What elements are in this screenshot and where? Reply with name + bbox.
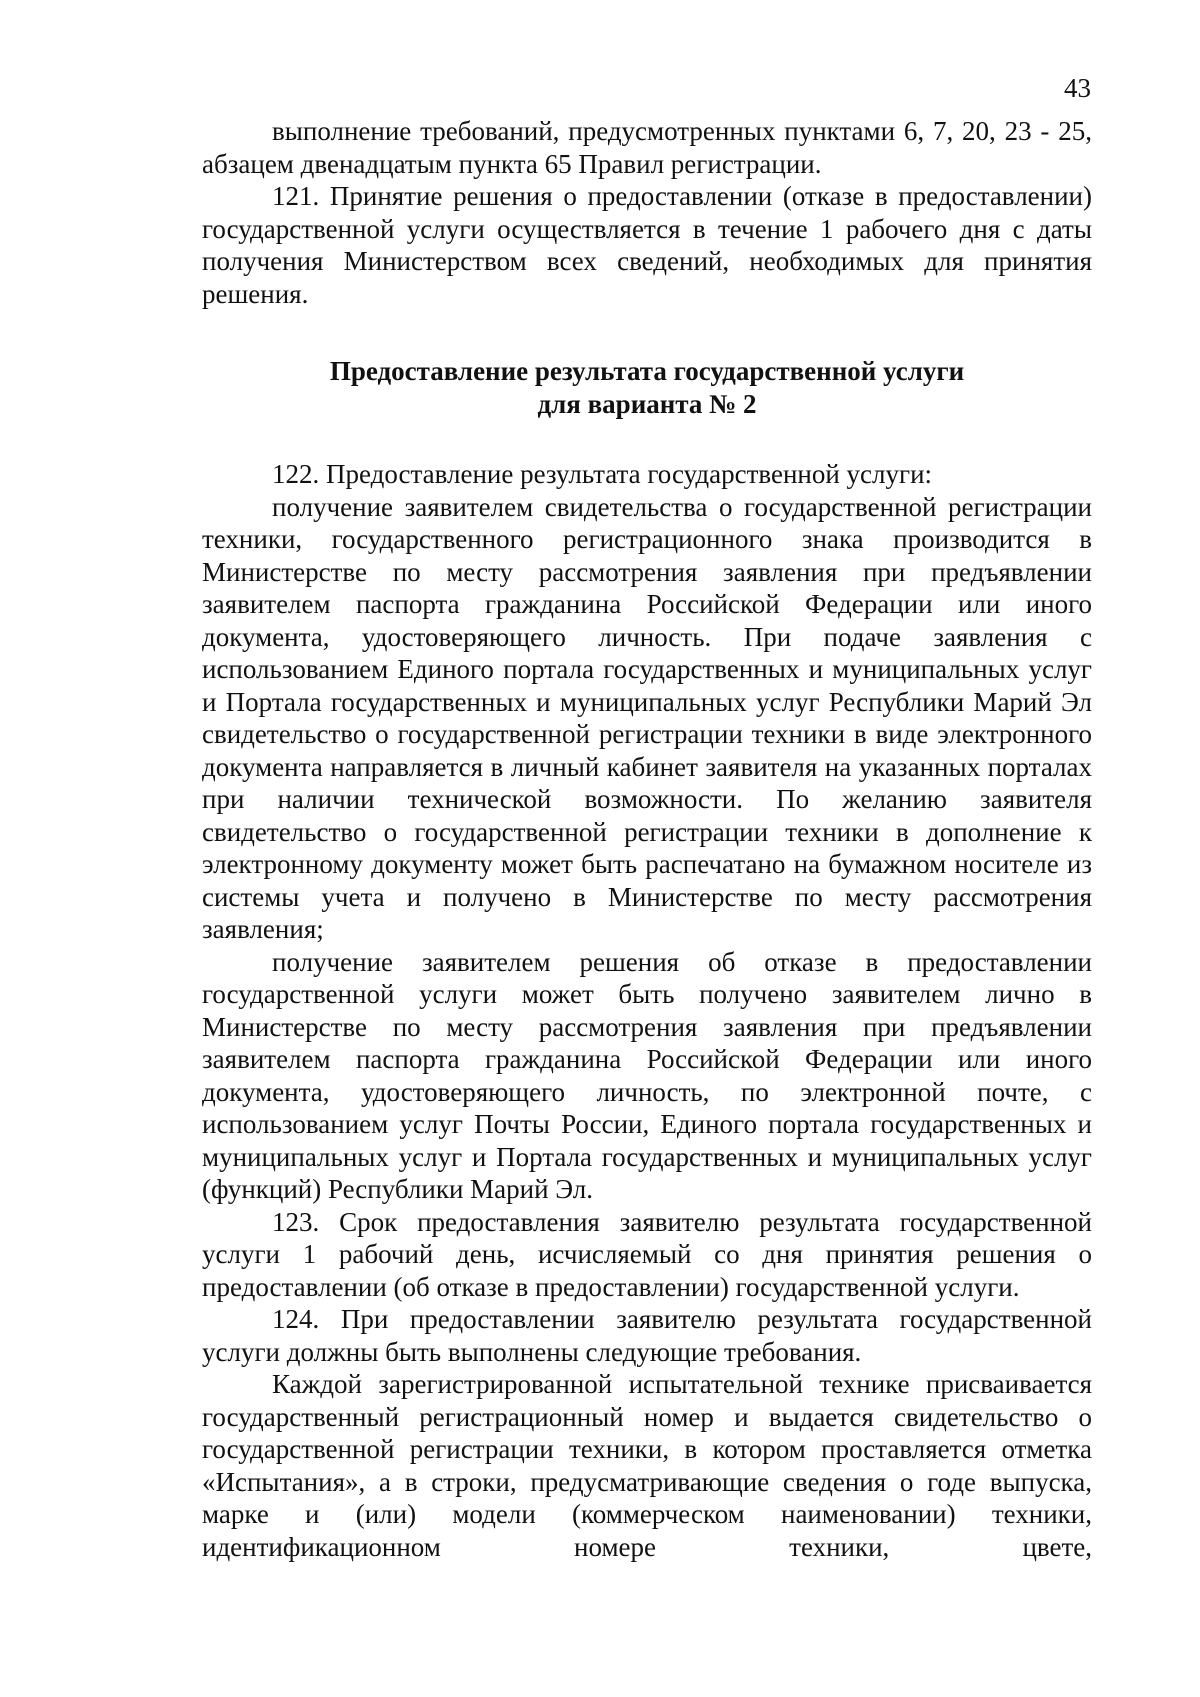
page-number: 43 xyxy=(1064,73,1091,103)
section-heading-line-1: Предоставление результата государственной услуги xyxy=(329,356,965,386)
paragraph-123: 123. Срок предоставления заявителю результата государственной услуги 1 рабочий день, исчисляемый со дня принятия решения о предоставлении (об отказе в предоставлении) государственной услуги. xyxy=(202,1206,1092,1302)
section-heading xyxy=(202,355,1092,420)
document-body xyxy=(202,115,1092,1563)
section-heading-line-2: для варианта № 2 xyxy=(537,388,757,419)
paragraph-test-equipment: Каждой зарегистрированной испытательной технике присваивается государственный регистрационный номер и выдается свидетельство о государственной регистрации техники, в котором проставляется отметка «Испытания», а в строки, предусматривающие сведения о годе выпуска, марке и (или) модели (коммерческом наименовании) техники, идентификационном номере техники, цвете, xyxy=(202,1369,1092,1562)
paragraph-124: 124. При предоставлении заявителю результата государственной услуги должны быть выполнены следующие требования. xyxy=(202,1304,1092,1367)
paragraph-122: 122. Предоставление результата государственной услуги: xyxy=(272,459,933,489)
paragraph-certificate-receipt: получение заявителем свидетельства о государственной регистрации техники, государственного регистрационного знака производится в Министерстве по месту рассмотрения заявления при предъявлении заявителем паспорта гражданина Российской Федерации или иного документа, удостоверяющего личность. При подаче заявления с использованием Единого портала государственных и муниципальных услуг и Портала государственных и муниципальных услуг Республики Марий Эл свидетельство о государственной регистрации техники в виде электронного документа направляется в личный кабинет заявителя на указанных порталах при наличии технической возможности. По желанию заявителя свидетельство о государственной регистрации техники в дополнение к электронному документу может быть распечатано на бумажном носителе из системы учета и получено в Министерстве по месту рассмотрения заявления; xyxy=(202,491,1092,944)
paragraph-121: 121. Принятие решения о предоставлении (отказе в предоставлении) государственной услуги осуществляется в течение 1 рабочего дня с даты получения Министерством всех сведений, необходимых для принятия решения. xyxy=(202,181,1092,309)
paragraph-continuation: выполнение требований, предусмотренных пунктами 6, 7, 20, 23 - 25, абзацем двенадцатым пункта 65 Правил регистрации. xyxy=(202,116,1092,179)
paragraph-refusal-receipt: получение заявителем решения об отказе в предоставлении государственной услуги может быть получено заявителем лично в Министерстве по месту рассмотрения заявления при предъявлении заявителем паспорта гражданина Российской Федерации или иного документа, удостоверяющего личность, по электронной почте, с использованием услуг Почты России, Единого портала государственных и муниципальных услуг и Портала государственных и муниципальных услуг (функций) Республики Марий Эл. xyxy=(202,946,1092,1204)
